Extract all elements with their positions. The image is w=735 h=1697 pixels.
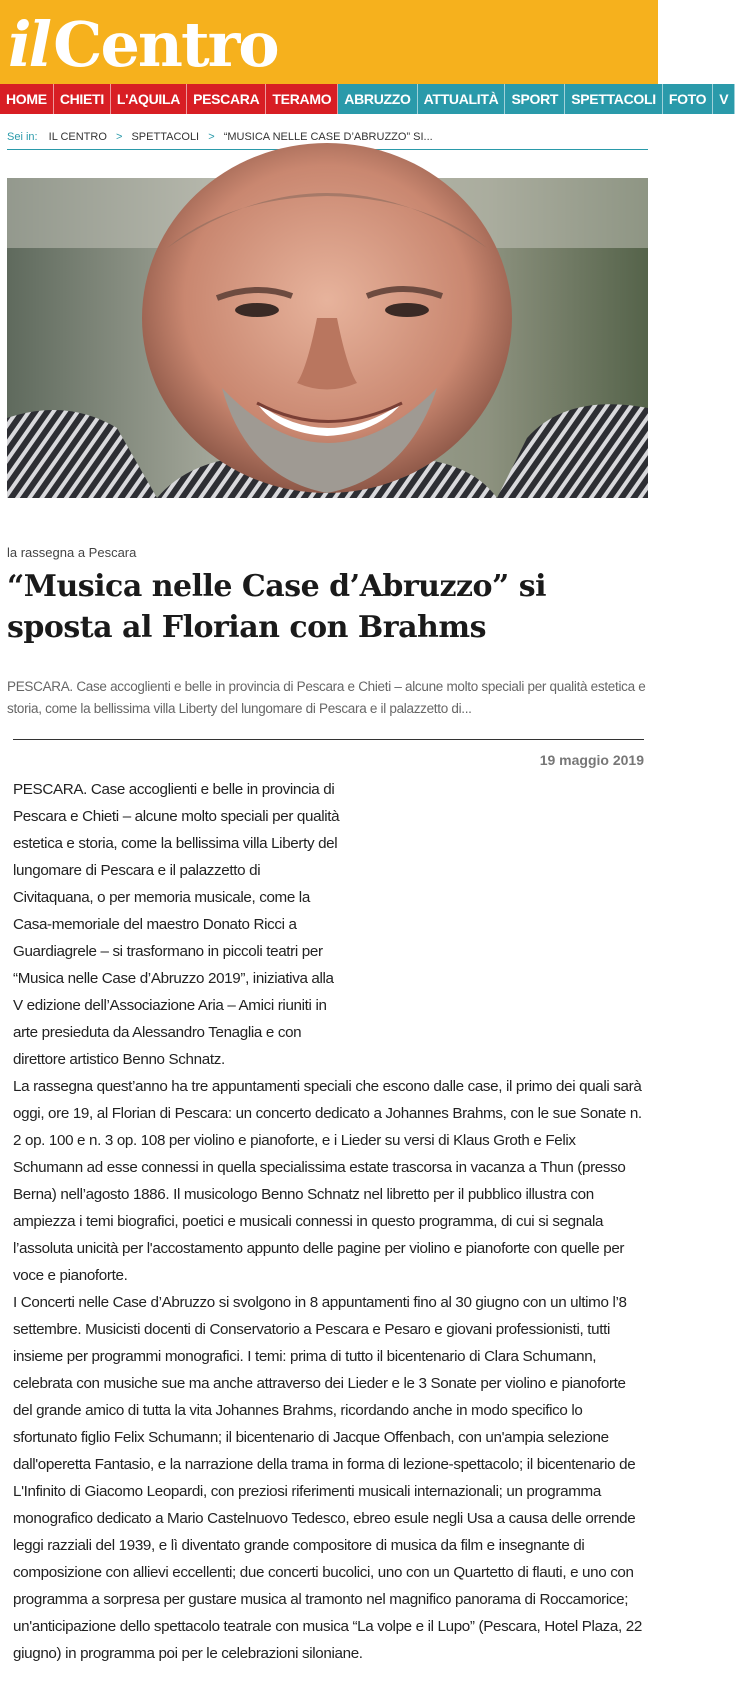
breadcrumb-item-home[interactable]: IL CENTRO xyxy=(48,131,107,143)
nav-item-l-aquila[interactable]: L'AQUILA xyxy=(111,84,187,114)
divider xyxy=(13,739,644,740)
nav-item-attualit[interactable]: ATTUALITÀ xyxy=(418,84,506,114)
article-kicker: la rassegna a Pescara xyxy=(7,545,137,560)
article-paragraph: I Concerti nelle Case d’Abruzzo si svolgono in 8 appuntamenti fino al 30 giugno con un ultimo l’8 settembre. Musicisti docenti di Conservatorio a Pescara e Pesaro e giovani professionisti, tutti insieme per programmi monografici. I temi: prima di tutto il bicentenario di Clara Schumann, celebrata con musiche sue ma anche attraverso dei Lieder e le 3 Sonate per violino e pianoforte del grande amico di tutta la vita Johannes Brahms, ricordando anche in modo specifico lo sfortunato figlio Felix Schumann; il bicentenario di Jacque Offenbach, con un'ampia selezione dall'operetta Fantasio, e la narrazione della trama in forma di lezione-spettacolo; il bicentenario de L'Infinito di Giacomo Leopardi, con preziosi riferimenti musicali internazionali; un programma monografico dedicato a Mario Castelnuovo Tedesco, ebreo esule negli Usa a causa delle orrende leggi razziali del 1939, e lì diventato grande compositore di musica da film e insegnante di composizione con allievi eccellenti; due concerti bucolici, uno con un Quartetto di flauti, e uno con programma a sorpresa per gustare musica al tramonto nel magnifico panorama di Roccamorice; un'anticipazione dello spettacolo teatrale con musica “La volpe e il Lupo” (Pescara, Hotel Plaza, 22 giugno) in programma poi per le celebrazioni siloniane. xyxy=(13,1294,642,1662)
article-body xyxy=(13,776,646,1667)
nav-item-teramo[interactable]: TERAMO xyxy=(266,84,338,114)
nav-item-pescara[interactable]: PESCARA xyxy=(187,84,266,114)
logo-centro: Centro xyxy=(53,8,278,81)
breadcrumb-item-section[interactable]: SPETTACOLI xyxy=(131,131,200,143)
article-title: “Musica nelle Case d’Abruzzo” si sposta al Florian con Brahms xyxy=(7,569,547,645)
article-paragraph: La rassegna quest’anno ha tre appuntamenti speciali che escono dalle case, il primo dei quali sarà oggi, ore 19, al Florian di Pescara: un concerto dedicato a Johannes Brahms, con le sue Sonate n. 2 op. 100 e n. 3 op. 108 per violino e pianoforte, e i Lieder su versi di Klaus Groth e Felix Schumann ad esse connessi in quella specialissima estate trascorsa in vacanza a Thun (presso Berna) nell’agosto 1886. Il musicologo Benno Schnatz nel libretto per il pubblico illustra con ampiezza i temi biografici, poetici e musicali connessi in questo programma, di cui si segnala l’assoluta unicità per l'accostamento appunto delle pagine per violino e pianoforte con quelle per voce e pianoforte. xyxy=(13,1078,642,1284)
nav-item-chieti[interactable]: CHIETI xyxy=(54,84,111,114)
site-logo[interactable] xyxy=(8,8,278,81)
nav-item-sport[interactable]: SPORT xyxy=(505,84,565,114)
nav-item-home[interactable]: HOME xyxy=(0,84,54,114)
nav-item-spettacoli[interactable]: SPETTACOLI xyxy=(565,84,663,114)
hero-photo xyxy=(7,178,648,498)
nav-item-v[interactable]: V xyxy=(713,84,735,114)
article-paragraph: PESCARA. Case accoglienti e belle in provincia di Pescara e Chieti – alcune molto speciali per qualità estetica e storia, come la bellissima villa Liberty del lungomare di Pescara e il palazzetto di Civitaquana, o per memoria musicale, come la Casa-memoriale del maestro Donato Ricci a Guardiagrele – si trasformano in piccoli teatri per “Musica nelle Case d’Abruzzo 2019”, iniziativa alla V edizione dell’Associazione Aria – Amici riuniti in arte presieduta da Alessandro Tenaglia e con direttore artistico Benno Schnatz. xyxy=(13,781,340,1068)
nav-item-abruzzo[interactable]: ABRUZZO xyxy=(338,84,417,114)
article-summary: PESCARA. Case accoglienti e belle in provincia di Pescara e Chieti – alcune molto speciali per qualità estetica e storia, come la bellissima villa Liberty del lungomare di Pescara e il palazzetto di... xyxy=(7,679,646,716)
breadcrumb-lead: Sei in: xyxy=(7,131,38,143)
breadcrumb-separator: > xyxy=(208,131,215,143)
article-date: 19 maggio 2019 xyxy=(539,752,644,768)
breadcrumb-separator: > xyxy=(115,131,123,143)
main-navigation xyxy=(0,84,729,114)
breadcrumb-item-current: “MUSICA NELLE CASE D’ABRUZZO” SI... xyxy=(223,131,433,143)
nav-item-foto[interactable]: FOTO xyxy=(663,84,713,114)
logo-il: il xyxy=(8,8,50,81)
masthead xyxy=(0,0,658,84)
